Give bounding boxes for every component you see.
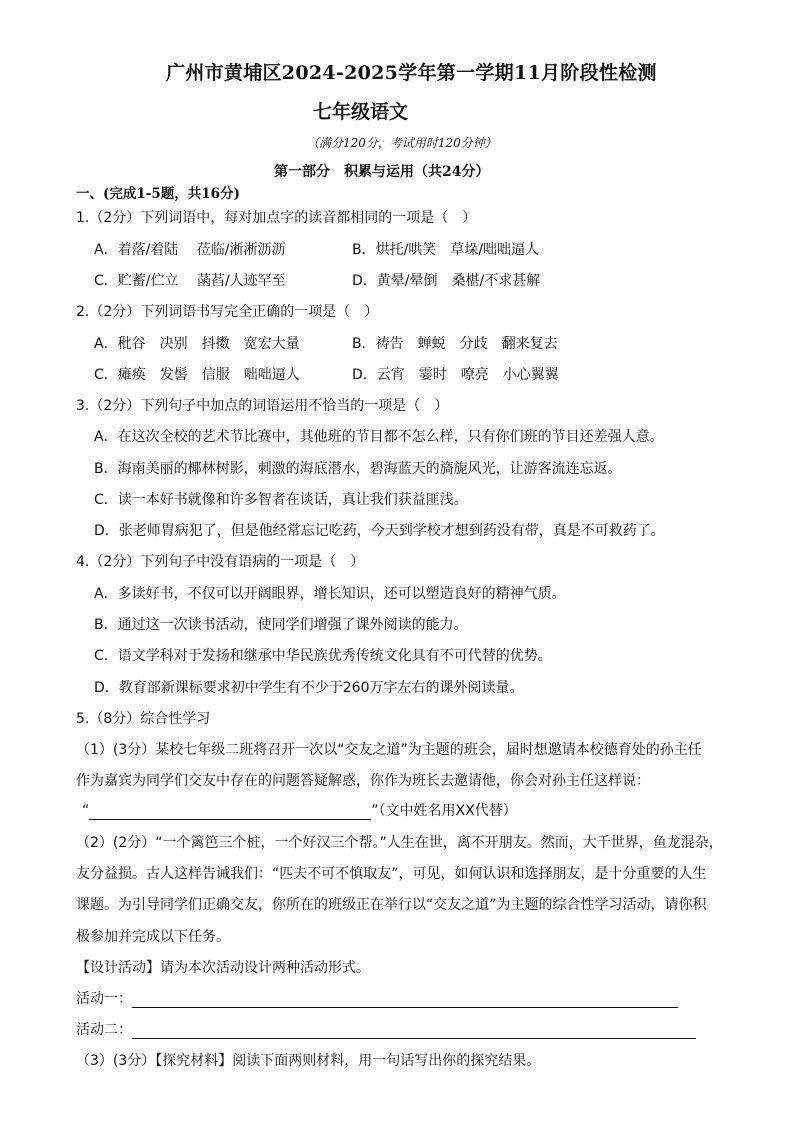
question-stem: 4.（2分）下列句子中没有语病的一项是（ ） (76, 554, 365, 570)
section-heading: 一、(完成1-5题，共16分) (76, 186, 240, 202)
activity-2-blank[interactable] (132, 1024, 696, 1039)
activity-1-row (76, 988, 678, 1008)
option-b: B．通过这一次读书活动，使同学们增强了课外阅读的能力。 (94, 617, 468, 633)
option-d: D．云宵 霎时 嘹亮 小心翼翼 (352, 367, 559, 383)
part-1-line: 作为嘉宾为同学们交友中存在的问题答疑解惑，你作为班长去邀请他，你会对孙主任这样说： (76, 773, 650, 789)
exam-subtitle: 七年级语文 (313, 101, 409, 123)
design-activity-prompt: 【设计活动】请为本次活动设计两种活动形式。 (76, 960, 370, 976)
question-stem: 2.（2分）下列词语书写完全正确的一项是（ ） (76, 304, 379, 320)
activity-2-label: 活动二： (76, 1022, 132, 1038)
part-1-line: （1）(3分）某校七年级二班将召开一次以“交友之道”为主题的班会，届时想邀请本校德育处的孙主任 (76, 742, 702, 758)
option-b: B．祷告 蝉蜕 分歧 翻来复去 (352, 336, 558, 352)
option-a: A．秕谷 决别 抖擞 宽宏大量 (94, 336, 300, 352)
option-b: B．烘托/哄笑 草垛/咄咄逼人 (352, 242, 540, 258)
option-c: C．贮蓄/伫立 菡萏/人迹罕至 (94, 273, 286, 289)
option-d: D．张老师胃病犯了，但是他经常忘记吃药，今天到学校才想到药没有带，真是不可救药了。 (94, 523, 665, 539)
activity-1-blank[interactable] (132, 993, 678, 1008)
option-a: A．着落/着陆 莅临/淅淅沥沥 (94, 242, 286, 258)
part-2-line: 课题。为引导同学们正确交友，你所在的班级正在举行以“交友之道”为主题的综合性学习活动，请你积 (76, 897, 707, 913)
exam-note: （满分120分，考试用时120分钟） (307, 136, 497, 150)
answer-quote-line (82, 800, 517, 820)
exam-title: 广州市黄埔区2024-2025学年第一学期11月阶段性检测 (166, 62, 657, 84)
activity-2-row (76, 1019, 696, 1039)
part-one-heading: 第一部分 积累与运用（共24分） (274, 164, 490, 180)
part-2-line: 极参加并完成以下任务。 (76, 929, 230, 945)
question-stem: 3.（2分）下列句子中加点的词语运用不恰当的一项是（ ） (76, 398, 449, 414)
option-a: A．多读好书，不仅可以开阔眼界，增长知识，还可以塑造良好的精神气质。 (94, 586, 566, 602)
answer-blank[interactable] (89, 805, 371, 820)
question-stem: 5.（8分）综合性学习 (76, 711, 211, 727)
option-d: D．黄晕/晕倒 桑椹/不求甚解 (352, 273, 541, 289)
option-c: C．瘫痪 发髻 信服 咄咄逼人 (94, 367, 300, 383)
part-2-line: （2）(2分）“一个篱笆三个桩，一个好汉三个帮。”人生在世，离不开朋友。然而，大千世界，鱼龙混杂， (76, 835, 723, 851)
quote-close: ”（文中姓名用XX代替） (371, 803, 517, 819)
part-3-line: （3）(3分）【探究材料】阅读下面两则材料，用一句话写出你的探究结果。 (76, 1053, 541, 1069)
option-b: B．海南美丽的椰林树影，刺激的海底潜水，碧海蓝天的旖旎风光，让游客流连忘返。 (94, 461, 622, 477)
question-stem: 1.（2分）下列词语中，每对加点字的读音都相同的一项是（ ） (76, 210, 477, 226)
quote-open: “ (82, 803, 90, 819)
part-2-line: 友分益损。古人这样告诫我们：“匹夫不可不慎取友”，可见，如何认识和选择朋友，是十分重要的人生 (76, 866, 707, 882)
option-a: A．在这次全校的艺术节比赛中，其他班的节目都不怎么样，只有你们班的节目还差强人意。 (94, 429, 664, 445)
option-c: C．读一本好书就像和许多智者在谈话，真让我们获益匪浅。 (94, 492, 468, 508)
option-d: D．教育部新课标要求初中学生有不少于260万字左右的课外阅读量。 (94, 680, 524, 696)
activity-1-label: 活动一： (76, 991, 132, 1007)
option-c: C．语文学科对于发扬和继承中华民族优秀传统文化具有不可代替的优势。 (94, 648, 552, 664)
